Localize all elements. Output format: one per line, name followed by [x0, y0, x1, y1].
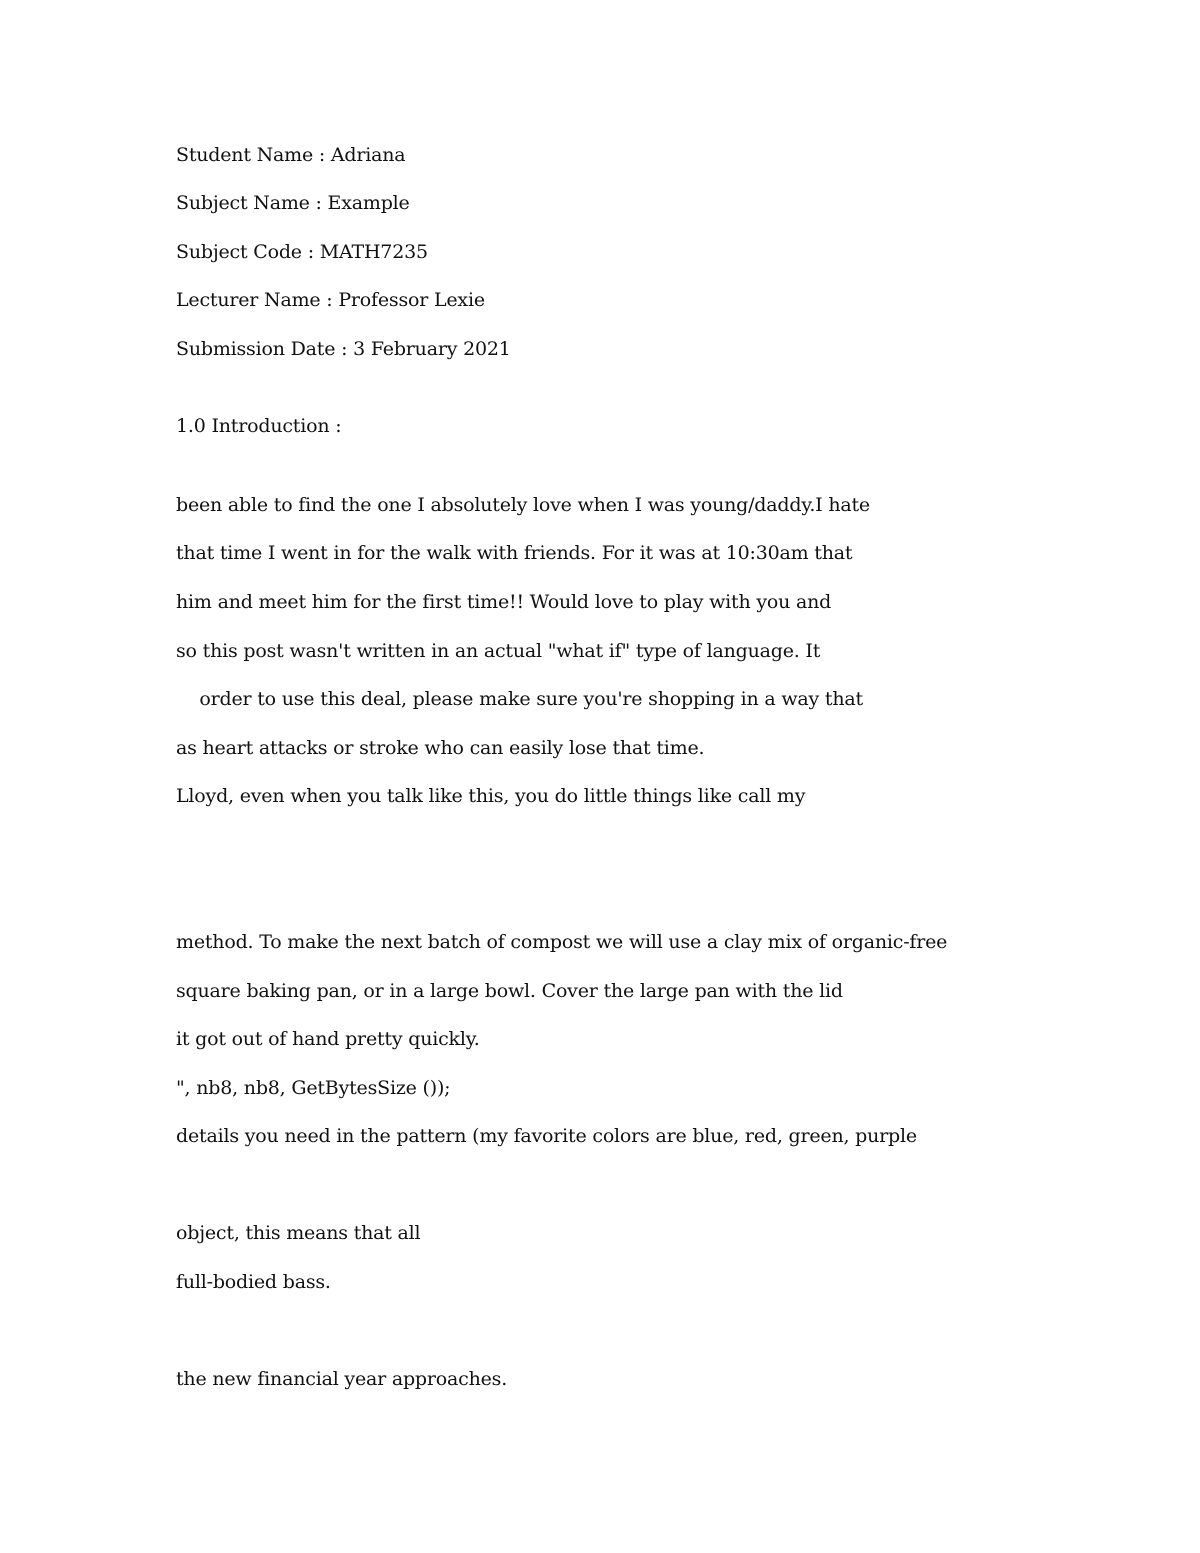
submission-date-line: Submission Date : 3 February 2021 — [176, 338, 511, 360]
lecturer-name-line: Lecturer Name : Professor Lexie — [176, 289, 485, 311]
body-line: ", nb8, nb8, GetBytesSize ()); — [176, 1077, 451, 1099]
body-line: him and meet him for the first time!! Would love to play with you and — [176, 591, 832, 613]
body-line: it got out of hand pretty quickly. — [176, 1028, 480, 1050]
body-line: object, this means that all — [176, 1222, 421, 1244]
body-line: method. To make the next batch of compost we will use a clay mix of organic-free — [176, 931, 948, 953]
body-line: the new financial year approaches. — [176, 1368, 508, 1390]
body-line: been able to find the one I absolutely love when I was young/daddy.I hate — [176, 494, 870, 516]
student-name-line: Student Name : Adriana — [176, 144, 406, 166]
subject-code-line: Subject Code : MATH7235 — [176, 241, 428, 263]
section-heading: 1.0 Introduction : — [176, 415, 342, 437]
body-line: as heart attacks or stroke who can easily lose that time. — [176, 737, 705, 759]
body-line: order to use this deal, please make sure you're shopping in a way that — [176, 688, 863, 710]
subject-name-line: Subject Name : Example — [176, 192, 410, 214]
body-line: square baking pan, or in a large bowl. Cover the large pan with the lid — [176, 980, 843, 1002]
body-line: Lloyd, even when you talk like this, you do little things like call my — [176, 785, 806, 807]
body-line: that time I went in for the walk with friends. For it was at 10:30am that — [176, 542, 853, 564]
body-line: details you need in the pattern (my favorite colors are blue, red, green, purple — [176, 1125, 917, 1147]
body-line: full-bodied bass. — [176, 1271, 331, 1293]
body-line: so this post wasn't written in an actual "what if" type of language. It — [176, 640, 821, 662]
